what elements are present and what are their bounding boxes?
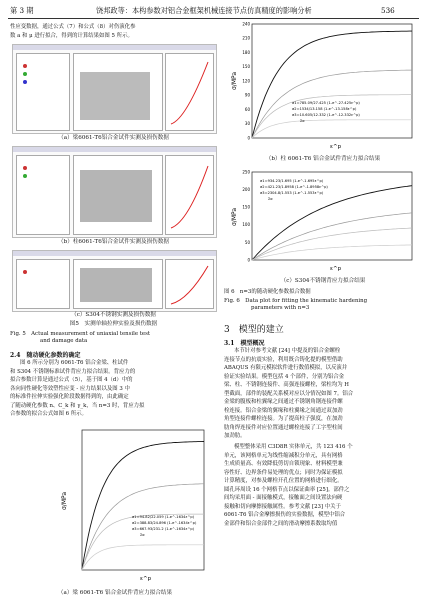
fig5c-screenshot xyxy=(12,250,217,312)
header-rule xyxy=(8,18,419,19)
fig6-title-en: Fig. 6 Data plot for fitting the kinematic hardening parameters with n=3 xyxy=(224,298,368,312)
fig6c-caption: （c）S304不锈钢背应力拟合结果 xyxy=(280,278,366,284)
mesh-paragraph: 模型整体采用 C3D8R 实体单元，共 123 416 个 单元，该网格单元为线性缩减积分单元，具有网格 生成质量高、有效降低剪切自锁现象、材料模型兼 容性好、边界条件易处理的优点；同时为保证模拟 计算精度，对参及螺栓开孔位置的网格进行细化。 圆孔环周设 16 个网格节点以保证曲率 [25]。部件之 间均采用面 - 面接触模式，接触面之间设置法向硬 接触和切向摩擦接触属性。参考文献 [23] 中关于 6061-T6 铝合金摩擦损伤的实验数据，模型中铝合 金部件和铝合金部件之间的滑动摩擦系数取均值 xyxy=(224,444,353,527)
fig6-title-cn: 图 6 n=3的随动硬化参数拟合数据 xyxy=(224,289,311,295)
section-3-1-text: 本节针对参考文献 [24] 中提及的铝合金螺栓 连接节点的抗震实验，利用既合铸化提的模型借助 ABAQUS 有限元模拟软件进行数值模拟，以反演并 验证实验结果。模型包括 4 个部件，分别为铝合金 梁、柱、不锈钢连接件、高强连接螺栓，梁柱均为 H 型截面，部件的装配关系模对应以分情况如图 7。铝合 金梁的腹板和柱翼缘之间通过不锈钢角钢连接件螺 栓连接。铝合金梁的翼缘和柱翼缘之间通过双加劲 角型连接件螺栓连接。为了提高柱子强度，在加劲 肋角焊连接件对应位置通过螺栓连接了工字型柱间 加劲肋。 xyxy=(224,348,354,439)
section-3-heading: 3 模型的建立 xyxy=(224,325,284,335)
y-tick-label: 210 xyxy=(242,35,250,41)
fig6a-xlabel: ε^p xyxy=(140,576,152,582)
section-3-1-heading: 3.1 模型概况 xyxy=(224,340,265,347)
fig5-title-en: Fig. 5 Actual measurement of uniaxial tensile test and damage data xyxy=(10,331,151,345)
fig6c-xlabel: ε^p xyxy=(330,266,342,272)
fig6c-legend-2: σ2=421.23/1.8958 (1-e^-1.8958ε^p) xyxy=(260,185,328,189)
y-tick-label: 100 xyxy=(242,222,250,228)
fig5-title-cn: 图5 实测单轴拉伸实验及损伤数据 xyxy=(69,321,158,327)
y-tick-label: 90 xyxy=(244,92,250,98)
fig5b-caption: （b）柱6061-T6铝合金试件实测及损伤数据 xyxy=(58,239,169,245)
fig5b-screenshot xyxy=(12,146,217,238)
y-tick-label: 250 xyxy=(242,169,250,175)
fig6c-ylabel: σ/MPa xyxy=(231,207,238,226)
y-tick-label: 50 xyxy=(244,239,250,245)
fig6c-plot xyxy=(230,168,416,276)
fig6b-legend-3: σ3=10.605/12.332 (1-e^-12.332ε^p) xyxy=(292,113,360,117)
fig6b-legend-1: σ1=785.09/27.425 (1-e^-27.425ε^p) xyxy=(292,101,360,105)
fig5c-caption: （c）S304不锈钢实测及损伤数据 xyxy=(71,312,156,318)
y-tick-label: 200 xyxy=(242,187,250,192)
fig6c-legend-3: σ3=2304.8/1.553 (1-e^-1.553ε^p) xyxy=(260,191,324,195)
fig6a-legend-2: σ2=388.83/24.896 (1-e^-1634ε^p) xyxy=(132,521,197,525)
fig6a-legend-3: σ3=667.93/231.2 (1-e^-1634ε^p) xyxy=(132,527,195,531)
fig6b-legend-4: Σα xyxy=(300,119,305,123)
fig6a-legend-4: Σα xyxy=(140,533,145,537)
section-2-4-text: 图 6 所示分别为 6061-T6 铝合金梁、柱试件 和 S304 不锈钢标准试件背应力拟合结果。背应力的 拟合参数计算是通过公式（5），基于图 4（d）中的 各向同性硬化等效塑性应变 - 应力结果以及图 3 中 的标准件拉伸实验强化阶段数据得到的，由此确定 了随动硬化参数 n、C_k 和 γ_k，当 n=3 时，背应力拟 合参数的拟合公式如图 6 所示。 xyxy=(10,360,145,417)
fig6b-plot xyxy=(230,20,416,155)
fig6b-xlabel: ε^p xyxy=(330,144,342,150)
y-tick-label: 150 xyxy=(242,204,250,210)
y-tick-label: 30 xyxy=(244,121,250,127)
fig6b-caption: （b）柱 6061-T6 铝合金试件背应力拟合结果 xyxy=(265,156,381,162)
y-tick-label: 60 xyxy=(244,106,250,112)
fig6b-legend-2: σ2=1534/13.158 (1-e^-13.158ε^p) xyxy=(292,107,357,111)
section-2-4-heading: 2.4 随动硬化参数的确定 xyxy=(10,352,81,359)
intro-paragraph: 性应变数据，通过公式（7）和公式（8）对伤演化参 数 a 和 μ 进行拟合，得到的计算结果如图 5 所示。 xyxy=(10,24,136,39)
journal-issue: 第 3 期 xyxy=(10,6,34,15)
fig5a-screenshot xyxy=(12,44,217,134)
y-tick-label: 0 xyxy=(247,257,250,263)
fig6c-legend-1: σ1=934.23/1.695 (1-e^-1.695ε^p) xyxy=(260,179,324,183)
fig6b-ylabel: σ/MPa xyxy=(231,71,238,90)
fig6a-legend-1: σ1=94.82/22.059 (1-e^-1634ε^p) xyxy=(132,515,195,519)
y-tick-label: 0 xyxy=(247,135,250,141)
running-title: 饶邦政等：本构参数对铝合金框架机械连接节点仿真精度的影响分析 xyxy=(96,6,312,15)
fig6a-caption: （a）梁 6061-T6 铝合金试件背应力拟合结果 xyxy=(57,590,173,596)
fig6a-ylabel: σ/MPa xyxy=(61,491,68,510)
y-tick-label: 180 xyxy=(242,49,250,55)
fig5a-caption: （a）梁6061-T6铝合金试件实测及损伤数据 xyxy=(58,135,169,141)
y-tick-label: 150 xyxy=(242,64,250,70)
page-number: 536 xyxy=(381,6,395,15)
fig6a-plot xyxy=(60,424,210,589)
y-tick-label: 240 xyxy=(242,21,250,27)
fig6c-legend-4: Σα xyxy=(268,197,273,201)
y-tick-label: 120 xyxy=(242,78,250,84)
